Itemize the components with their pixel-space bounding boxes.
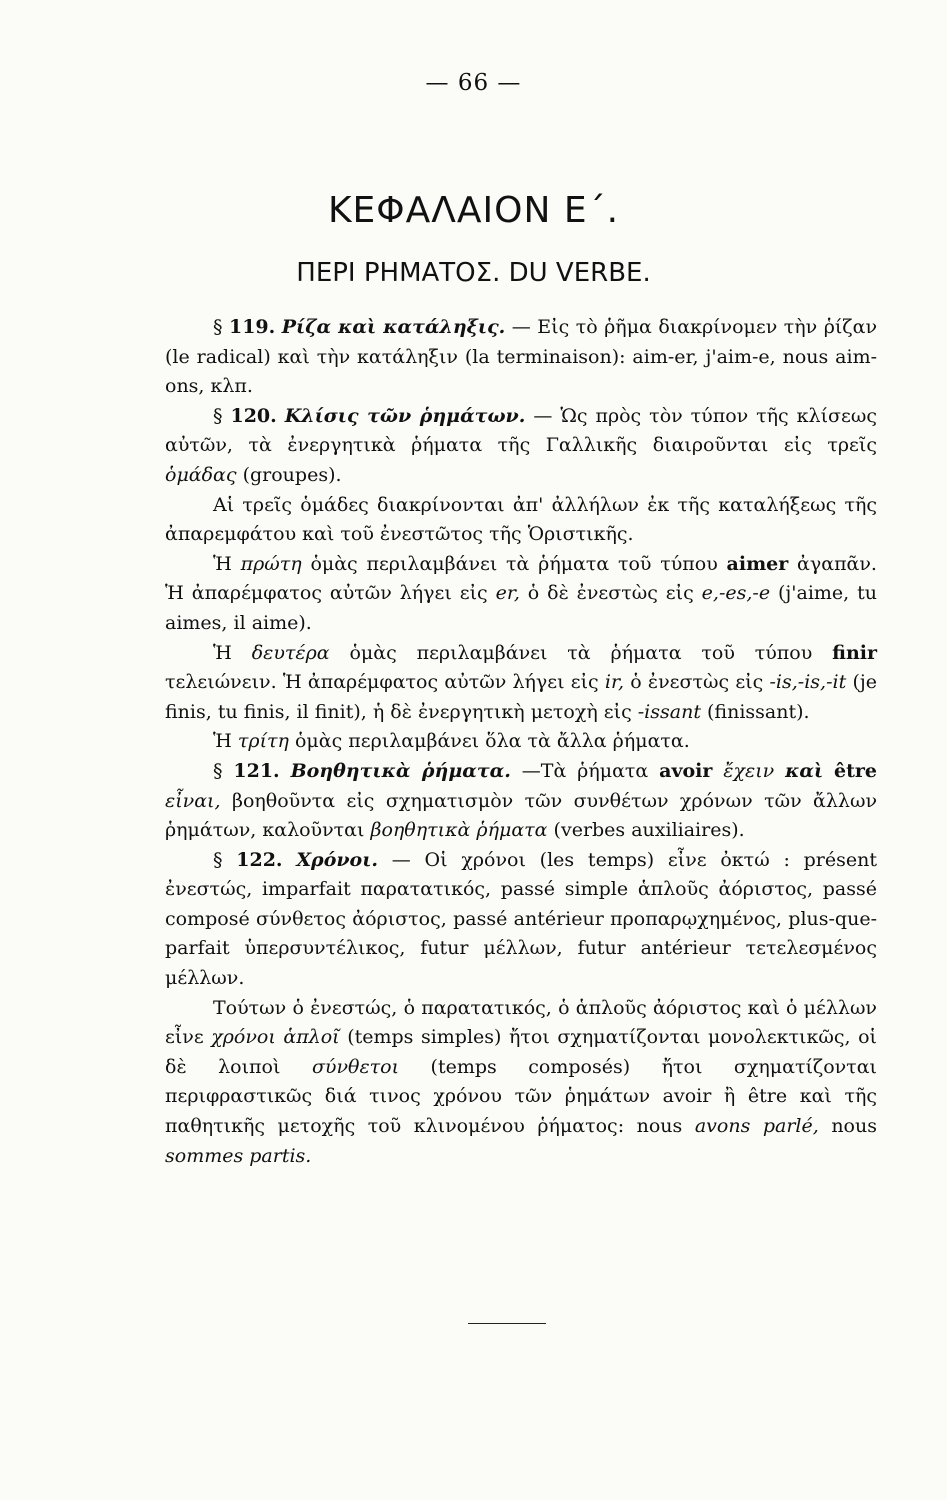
section-number: 122. [236,848,283,871]
text-run: (verbes auxiliaires). [553,819,745,842]
paragraph-simple-compound [165,994,877,1172]
ending-example: e,-es,-e [701,582,771,605]
verb-example: aimer [726,552,789,575]
text-run: καὶ [785,759,824,782]
ending-example: er, [495,582,520,605]
section-sign: § [213,759,223,782]
page-number: — 66 — [425,70,522,96]
section-121 [165,757,877,846]
text-run: Τούτων ὁ ἐνεστώς, ὁ παρατατικός, ὁ ἁπλοῦς ἀόριστος καὶ ὁ μέλλων εἶνε [165,996,877,1049]
text-run: ὁμὰς περιλαμβάνει τὰ ῥήματα τοῦ τύπου [349,641,813,664]
emphasis-term: τρίτη [237,730,289,753]
section-number: 120. [230,404,277,427]
text-run: τελειώνειν. Ἡ ἀπαρέμφατος αὐτῶν λήγει εἰς [165,671,599,694]
section-number: 119. [228,316,276,338]
text-run: (finissant). [707,700,810,723]
emphasis-term: πρώτη [240,552,302,575]
text-run: ἀγαπᾶν. Ἡ ἀπαρέμφατος αὐτῶν λήγει εἰς [165,552,877,605]
section-sign: § [213,848,223,871]
text-run: ὁμὰς περιλαμβάνει τὰ ῥήματα τοῦ τύπου [310,552,718,575]
ending-example: ir, [604,671,625,694]
section-text: — Εἰς τὸ ῥῆμα διακρίνομεν τὴν ῥίζαν (le radical) καὶ τὴν κατάληξιν (la terminaison): aim-er, j'aim-e, nous aim-ons, κλπ. [165,316,877,398]
text-run: nous [831,1115,877,1138]
section-title: Ρίζα καὶ κατάληξις. [281,316,506,338]
text-run: βοηθοῦντα εἰς σχηματισμὸν τῶν συνθέτων χρόνων τῶν ἄλλων ῥημάτων, καλοῦνται [165,789,878,842]
paragraph-groups: Αἱ τρεῖς ὁμάδες διακρίνονται ἀπ' ἀλλήλων ἐκ τῆς καταλήξεως τῆς ἀπαρεμφάτου καὶ τοῦ ἐνεστῶτος τῆς Ὁριστικῆς. [165,493,877,546]
text-run: Ἡ [213,730,232,753]
chapter-subtitle: ΠΕΡΙ ΡΗΜΑΤΟΣ. DU VERBE. [296,258,651,288]
end-rule [468,1323,546,1324]
translation-term: ἔχειν [723,759,775,782]
paragraph-first-group [165,550,877,639]
text-run: Ἡ [213,641,232,664]
section-title: Κλίσις τῶν ῥημάτων. [284,404,526,427]
chapter-title: ΚΕΦΑΛΑΙΟΝ Ε΄. [327,190,620,231]
paragraph-third-group [165,727,877,757]
text-run: (temps simples) ἤτοι σχηματίζονται μονολεκτικῶς, οἱ δὲ λοιποὶ [165,1026,877,1078]
emphasis-term: σύνθετοι [311,1055,400,1078]
section-title: Βοηθητικὰ ῥήματα. [290,759,511,782]
verb-example: être [834,759,878,782]
text-run: Ἡ [213,552,232,575]
text-run: (j'aime, tu aimes, il aime). [165,582,877,634]
ending-example: -is,-is,-it [769,671,847,694]
text-run: —Τὰ ῥήματα [521,759,649,782]
text-run: (temps composés) ἤτοι σχηματίζονται περιφραστικῶς διά τινος χρόνου τῶν ῥημάτων avoir ἢ être καὶ τῆς παθητικῆς μετοχῆς τοῦ κλινομένου ῥήματος: nous [165,1055,877,1138]
section-text: — Οἱ χρόνοι (les temps) εἶνε ὀκτώ : présent ἐνεστώς, imparfait παρατατικός, passé simple ἁπλοῦς ἀόριστος, passé composé σύνθετος ἀόριστος, passé antérieur προπαρῳχημένος, plus-que-parfait ὑπερσυντέλικος, futur μέλλων, futur antérieur τετελεσμένος μέλλων. [165,848,877,990]
example-phrase: sommes partis. [165,1144,312,1167]
emphasis-term: ὁμάδας [165,463,237,486]
ending-example: -issant [637,700,701,723]
section-122 [165,846,877,994]
emphasis-term: χρόνοι ἁπλοῖ [211,1026,340,1049]
section-sign: § [213,404,223,427]
section-title: Χρόνοι. [296,848,379,871]
section-number: 121. [233,759,280,782]
section-sign: § [213,316,223,338]
emphasis-term: βοηθητικὰ ῥήματα [370,819,548,842]
main-text [165,313,877,1171]
section-120 [165,402,877,491]
section-text: — Ὡς πρὸς τὸν τύπον τῆς κλίσεως αὐτῶν, τὰ ἐνεργητικὰ ῥήματα τῆς Γαλλικῆς διαιροῦνται εἰς τρεῖς [165,404,877,457]
text-run: ὁ δὲ ἐνεστὼς εἰς [527,582,694,605]
emphasis-term: δευτέρα [251,641,330,664]
translation-term: εἶναι, [165,789,221,812]
section-text: (groupes). [242,463,342,486]
example-phrase: avons parlé, [694,1115,819,1138]
paragraph-second-group [165,639,877,728]
verb-example: finir [832,641,877,664]
section-119 [165,313,877,402]
text-run: ὁ ἐνεστὼς εἰς [630,671,764,694]
verb-example: avoir [659,759,713,782]
text-run: (je finis, tu finis, il finit), ἡ δὲ ἐνεργητικὴ μετοχὴ εἰς [165,671,877,723]
text-run: ὁμὰς περιλαμβάνει ὅλα τὰ ἄλλα ῥήματα. [294,730,690,753]
